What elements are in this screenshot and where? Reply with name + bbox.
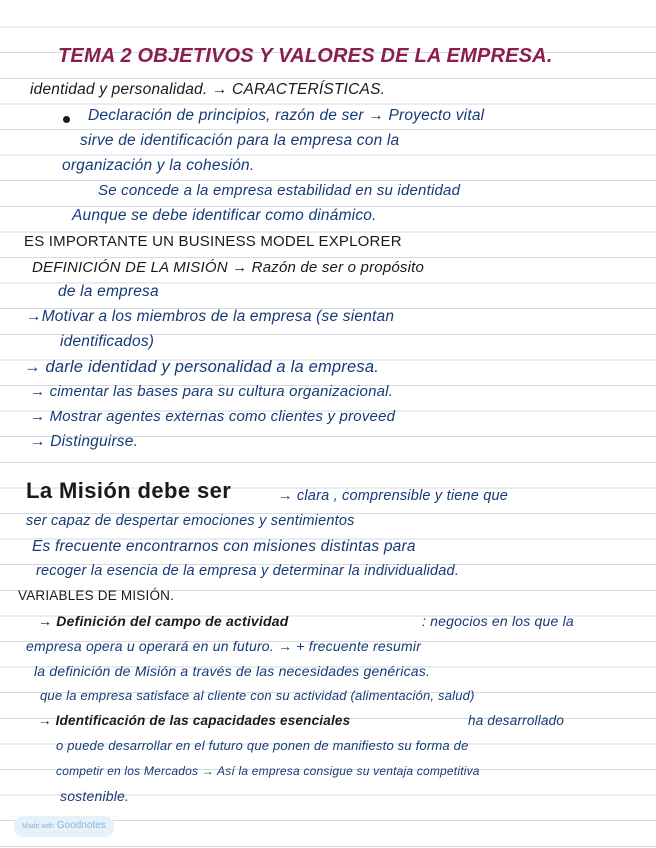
note-line: competir en los Mercados → Así la empresa consigue su ventaja competitiva [56,764,480,778]
note-line: → Mostrar agentes externas como clientes y proveed [30,408,396,425]
note-line: empresa opera u operará en un futuro. → + frecuente resumir [26,638,422,654]
note-line: Declaración de principios, razón de ser → Proyecto vital [88,107,485,124]
note-line: Es frecuente encontrarnos con misiones distintas para [32,538,416,555]
goodnotes-badge [14,816,114,837]
note-line: ser capaz de despertar emociones y sentimientos [26,513,355,529]
note-line: la definición de Misión a través de las necesidades genéricas. [34,663,431,679]
note-line: DEFINICIÓN DE LA MISIÓN → Razón de ser o propósito [32,259,425,276]
note-line: que la empresa satisface al cliente con su actividad (alimentación, salud) [40,688,475,703]
note-line: sostenible. [60,788,130,804]
note-line: organización y la cohesión. [62,157,255,174]
mission-heading: La Misión debe ser [26,478,232,503]
note-line: → cimentar las bases para su cultura organizacional. [30,383,394,400]
note-line: → Definición del campo de actividad [38,613,289,629]
note-line: → Identificación de las capacidades esenciales [38,713,351,728]
note-line: : negocios en los que la [422,613,574,629]
note-line: ha desarrollado [468,713,565,728]
note-line: → darle identidad y personalidad a la empresa. [24,358,379,376]
note-line: identidad y personalidad. → CARACTERÍSTICAS. [30,81,386,98]
badge-made-with: Made with [22,823,54,830]
note-line: recoger la esencia de la empresa y determinar la individualidad. [36,563,460,579]
note-line: → Distinguirse. [30,433,139,450]
note-line: ES IMPORTANTE UN BUSINESS MODEL EXPLORER [24,233,402,250]
note-line: → clara , comprensible y tiene que [278,488,509,504]
note-line: sirve de identificación para la empresa con la [80,132,400,149]
note-line: identificados) [60,333,155,350]
page-title: TEMA 2 OBJETIVOS Y VALORES DE LA EMPRESA. [58,45,553,67]
note-line: →Motivar a los miembros de la empresa (se sientan [26,308,395,325]
note-line: Se concede a la empresa estabilidad en su identidad [98,182,461,199]
bullet-dot [63,116,70,123]
note-line: o puede desarrollar en el futuro que ponen de manifiesto su forma de [56,738,469,753]
badge-brand: Goodnotes [56,820,106,831]
note-line: Aunque se debe identificar como dinámico. [72,207,377,224]
note-line: VARIABLES DE MISIÓN. [18,588,175,603]
note-line: de la empresa [58,283,159,300]
